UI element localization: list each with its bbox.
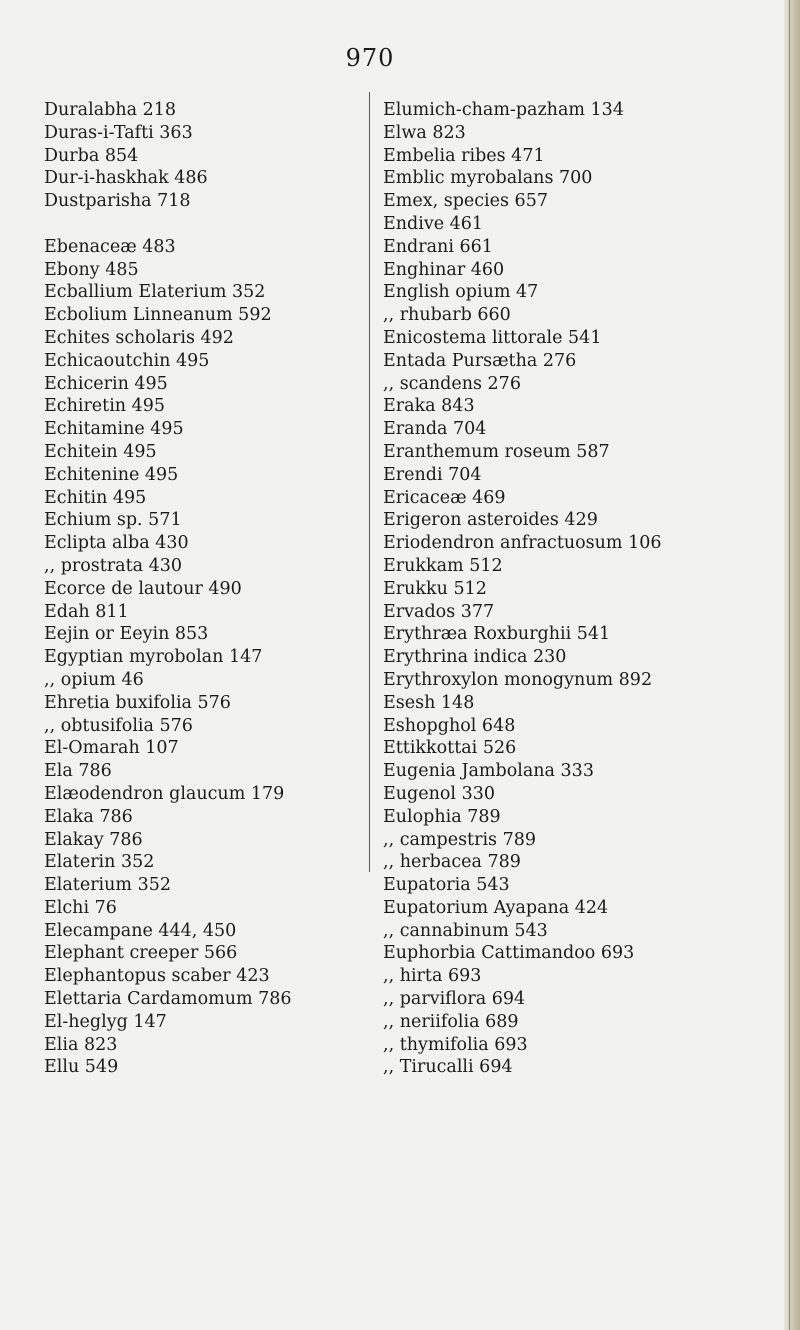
index-entry: Erukkam 512	[383, 555, 503, 576]
index-entry: Embelia ribes 471	[383, 145, 545, 166]
index-column-left	[44, 99, 292, 1079]
index-entry: Erukku 512	[383, 578, 487, 599]
index-entry: ,, campestris 789	[383, 829, 536, 850]
index-entry: Echicerin 495	[44, 373, 168, 394]
index-entry: Elettaria Cardamomum 786	[44, 989, 292, 1010]
index-entry: Eranthemum roseum 587	[383, 441, 610, 462]
index-entry: Enicostema littorale 541	[383, 327, 602, 348]
page-edge	[784, 0, 800, 1330]
index-entry: Elchi 76	[44, 897, 117, 918]
page-edge-line	[789, 0, 790, 1330]
index-entry: Echitein 495	[44, 441, 157, 462]
index-entry: Duras-i-Tafti 363	[44, 122, 193, 143]
index-entry: Eupatoria 543	[383, 875, 510, 896]
index-entry: ,, hirta 693	[383, 966, 482, 987]
index-entry: Ecorce de lautour 490	[44, 578, 242, 599]
index-entry: Eshopghol 648	[383, 715, 516, 736]
page-number: 970	[345, 44, 395, 72]
index-entry: Eejin or Eeyin 853	[44, 624, 209, 645]
index-entry: El-heglyg 147	[44, 1011, 167, 1032]
index-entry: Elæodendron glaucum 179	[44, 783, 285, 804]
index-entry: Eraka 843	[383, 396, 475, 417]
index-entry: Erendi 704	[383, 464, 482, 485]
index-entry: Ecbolium Linneanum 592	[44, 305, 272, 326]
index-entry: Echitenine 495	[44, 464, 179, 485]
index-entry: Ebenaceæ 483	[44, 236, 176, 257]
index-entry: Egyptian myrobolan 147	[44, 647, 263, 668]
index-entry: Echitamine 495	[44, 419, 184, 440]
index-entry: ,, cannabinum 543	[383, 920, 548, 941]
index-entry: Elaka 786	[44, 806, 133, 827]
index-entry: Endrani 661	[383, 236, 493, 257]
index-entry: Edah 811	[44, 601, 129, 622]
index-entry: Entada Pursætha 276	[383, 350, 577, 371]
index-entry: Echitin 495	[44, 487, 147, 508]
index-entry: Eulophia 789	[383, 806, 501, 827]
index-entry: English opium 47	[383, 282, 539, 303]
index-entry: Echiretin 495	[44, 396, 166, 417]
index-column-right	[383, 99, 661, 1079]
index-entry: Erythrina indica 230	[383, 647, 567, 668]
index-gap	[44, 213, 292, 236]
column-divider	[369, 92, 370, 872]
index-entry: Eclipta alba 430	[44, 533, 189, 554]
index-entry: Eranda 704	[383, 419, 487, 440]
index-entry: Elaterin 352	[44, 852, 155, 873]
index-entry: ,, herbacea 789	[383, 852, 521, 873]
index-entry: ,, opium 46	[44, 669, 144, 690]
index-entry: Echicaoutchin 495	[44, 350, 210, 371]
index-entry: Ela 786	[44, 761, 112, 782]
index-entry: Elwa 823	[383, 122, 466, 143]
index-entry: Dur-i-haskhak 486	[44, 168, 208, 189]
index-entry: Ellu 549	[44, 1057, 119, 1078]
index-entry: Elephantopus scaber 423	[44, 966, 270, 987]
index-entry: Emex, species 657	[383, 191, 548, 212]
index-entry: Ervados 377	[383, 601, 495, 622]
index-entry: Ehretia buxifolia 576	[44, 692, 231, 713]
index-entry: Durba 854	[44, 145, 139, 166]
index-entry: Elumich-cham-pazham 134	[383, 100, 624, 120]
index-entry: Eriodendron anfractuosum 106	[383, 533, 662, 554]
index-entry: Eupatorium Ayapana 424	[383, 897, 609, 918]
index-entry: Duralabha 218	[44, 100, 177, 120]
index-entry: Euphorbia Cattimandoo 693	[383, 943, 635, 964]
index-entry: ,, parviflora 694	[383, 989, 526, 1010]
index-entry: Ettikkottai 526	[383, 738, 517, 759]
index-entry: Enghinar 460	[383, 259, 505, 280]
index-entry: Elaterium 352	[44, 875, 171, 896]
index-entry: Elakay 786	[44, 829, 143, 850]
index-entry: Elia 823	[44, 1034, 118, 1055]
index-entry: Ebony 485	[44, 259, 139, 280]
index-entry: Emblic myrobalans 700	[383, 168, 593, 189]
index-entry: Elephant creeper 566	[44, 943, 238, 964]
index-entry: ,, scandens 276	[383, 373, 521, 394]
index-entry: Elecampane 444, 450	[44, 920, 237, 941]
index-entry: ,, neriifolia 689	[383, 1011, 519, 1032]
index-entry: El-Omarah 107	[44, 738, 179, 759]
index-entry: Echites scholaris 492	[44, 327, 234, 348]
index-entry: Echium sp. 571	[44, 510, 182, 531]
index-entry: ,, Tirucalli 694	[383, 1057, 513, 1078]
index-entry: Erythroxylon monogynum 892	[383, 669, 653, 690]
index-entry: Erythræa Roxburghii 541	[383, 624, 611, 645]
index-entry: Ericaceæ 469	[383, 487, 506, 508]
index-entry: Endive 461	[383, 213, 484, 234]
index-entry: ,, obtusifolia 576	[44, 715, 193, 736]
index-entry: Dustparisha 718	[44, 191, 191, 212]
index-entry: Ecballium Elaterium 352	[44, 282, 266, 303]
index-entry: Esesh 148	[383, 692, 475, 713]
index-entry: ,, rhubarb 660	[383, 305, 511, 326]
index-entry: ,, thymifolia 693	[383, 1034, 528, 1055]
index-entry: Eugenol 330	[383, 783, 495, 804]
index-entry: ,, prostrata 430	[44, 555, 183, 576]
index-entry: Eugenia Jambolana 333	[383, 761, 594, 782]
index-entry: Erigeron asteroides 429	[383, 510, 598, 531]
